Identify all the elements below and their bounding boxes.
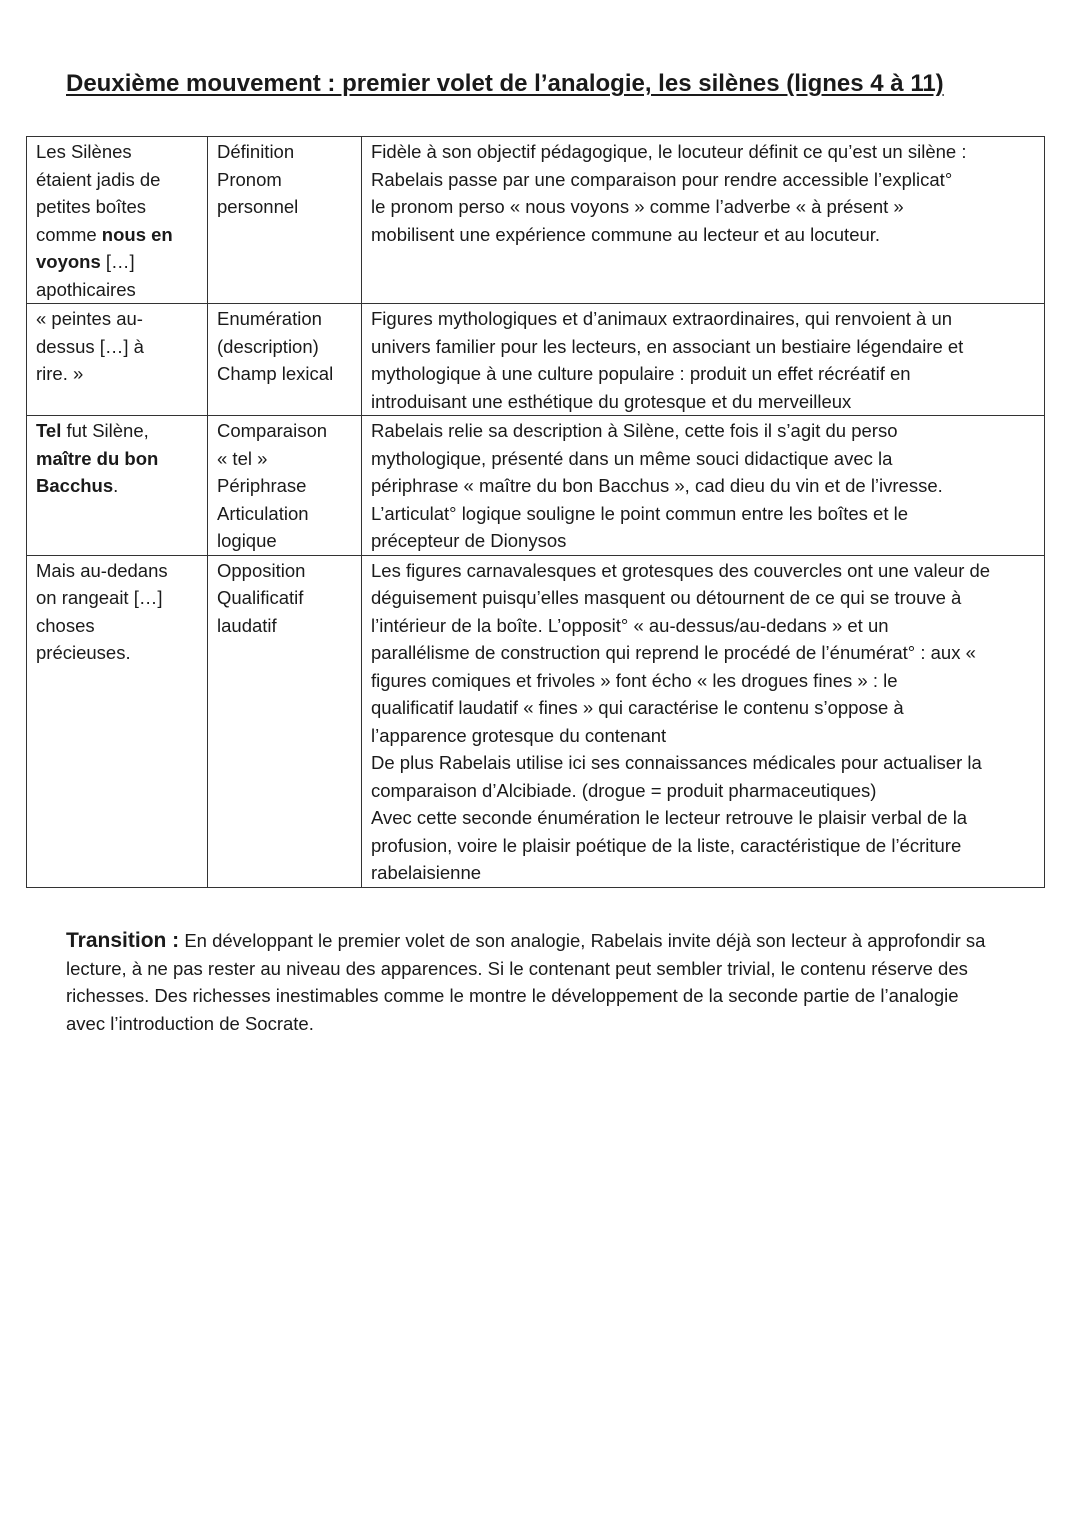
- quote-text: nous en: [101, 223, 173, 245]
- procede-line: logique: [217, 530, 277, 551]
- quote-line: [36, 305, 201, 333]
- quote-text: Tel: [36, 420, 62, 441]
- quote-text: […]: [100, 251, 135, 272]
- quote-text: Mais au-dedans: [36, 559, 168, 581]
- interpretation-line: l’apparence grotesque du contenant: [371, 724, 667, 746]
- interpretation-line: le pronom perso « nous voyons » comme l’adverbe « à présent »: [371, 196, 904, 217]
- quote-line: [36, 248, 201, 276]
- interpretation-line: mobilisent une expérience commune au lecteur et au locuteur.: [371, 223, 881, 245]
- quote-text: maître du bon: [36, 447, 159, 469]
- table-row: [27, 416, 1045, 556]
- procede-line: personnel: [217, 196, 299, 217]
- procede-line: Enumération: [217, 308, 322, 329]
- quote-line: [36, 445, 201, 473]
- interpretation-line: Figures mythologiques et d’animaux extraordinaires, qui renvoient à un: [371, 308, 953, 329]
- quote-line: [36, 276, 201, 304]
- quote-text: .: [113, 475, 119, 496]
- quote-text: dessus […] à: [36, 335, 144, 357]
- procede-line: Périphrase: [217, 475, 307, 496]
- quote-line: [36, 138, 201, 166]
- quote-line: [36, 639, 201, 667]
- procede-line: Définition: [217, 141, 295, 162]
- quote-cell: [27, 416, 208, 556]
- table-row: [27, 137, 1045, 304]
- procede-line: Qualificatif: [217, 587, 304, 608]
- analysis-table: [26, 136, 1045, 888]
- procede-line: « tel »: [217, 447, 268, 469]
- interpretation-line: précepteur de Dionysos: [371, 530, 567, 551]
- interpretation-cell: [362, 555, 1045, 887]
- quote-line: [36, 584, 201, 612]
- procedes-cell: [208, 137, 362, 304]
- interpretation-line: profusion, voire le plaisir poétique de la liste, caractéristique de l’écriture: [371, 834, 962, 856]
- quote-line: [36, 612, 201, 640]
- procede-line: laudatif: [217, 614, 277, 636]
- page-title: Deuxième mouvement : premier volet de l’analogie, les silènes (lignes 4 à 11): [66, 70, 944, 97]
- procede-line: Opposition: [217, 559, 306, 581]
- quote-line: [36, 166, 201, 194]
- interpretation-cell: [362, 416, 1045, 556]
- quote-text: étaient jadis de: [36, 168, 161, 190]
- interpretation-line: mythologique à une culture populaire : produit un effet récréatif en: [371, 363, 911, 384]
- interpretation-line: périphrase « maître du bon Bacchus », cad dieu du vin et de l’ivresse.: [371, 475, 943, 496]
- procedes-cell: [208, 304, 362, 416]
- interpretation-line: Rabelais relie sa description à Silène, cette fois il s’agit du perso: [371, 420, 898, 441]
- quote-text: fut Silène,: [61, 420, 149, 441]
- procede-line: Comparaison: [217, 420, 328, 441]
- interpretation-line: qualificatif laudatif « fines » qui caractérise le contenu s’oppose à: [371, 697, 904, 718]
- procedes-cell: [208, 416, 362, 556]
- interpretation-line: comparaison d’Alcibiade. (drogue = produit pharmaceutiques): [371, 779, 877, 801]
- quote-cell: [27, 137, 208, 304]
- quote-text: rire. »: [36, 363, 84, 384]
- quote-text: apothicaires: [36, 278, 136, 300]
- procedes-cell: [208, 555, 362, 887]
- interpretation-line: déguisement puisqu’elles masquent ou détournent de ce qui se trouve à: [371, 587, 962, 608]
- procede-line: Pronom: [217, 168, 282, 190]
- transition-label: Transition :: [66, 929, 180, 952]
- quote-text: Les Silènes: [36, 141, 132, 162]
- interpretation-line: De plus Rabelais utilise ici ses connaissances médicales pour actualiser la: [371, 752, 982, 773]
- quote-cell: [27, 304, 208, 416]
- transition-text: En développant le premier volet de son analogie, Rabelais invite déjà son lecteur à approfondir sa lecture, à ne pas rester au niveau des apparences. Si le contenant peut sembler trivial, le contenu réserve des richesses. Des richesses inestimables comme le montre le développement de la seconde partie de l’analogie avec l’introduction de Socrate.: [66, 930, 986, 1034]
- table-row: [27, 304, 1045, 416]
- quote-line: [36, 557, 201, 585]
- quote-line: [36, 193, 201, 221]
- quote-text: Bacchus: [36, 475, 114, 496]
- quote-line: [36, 221, 201, 249]
- quote-cell: [27, 555, 208, 887]
- quote-text: petites boîtes: [36, 196, 147, 217]
- procede-line: Articulation: [217, 502, 309, 524]
- analysis-table-body: [27, 137, 1045, 888]
- interpretation-line: figures comiques et frivoles » font écho « les drogues fines » : le: [371, 669, 898, 691]
- quote-line: [36, 472, 201, 500]
- quote-text: comme: [36, 223, 102, 245]
- interpretation-line: univers familier pour les lecteurs, en associant un bestiaire légendaire et: [371, 335, 964, 357]
- procede-line: (description): [217, 335, 319, 357]
- interpretation-line: rabelaisienne: [371, 862, 482, 883]
- interpretation-line: l’intérieur de la boîte. L’opposit° « au-dessus/au-dedans » et un: [371, 614, 889, 636]
- transition-paragraph: [66, 927, 996, 1037]
- quote-line: [36, 417, 201, 445]
- quote-text: « peintes au-: [36, 308, 143, 329]
- quote-line: [36, 360, 201, 388]
- interpretation-line: parallélisme de construction qui reprend le procédé de l’énumérat° : aux «: [371, 642, 976, 663]
- quote-line: [36, 333, 201, 361]
- quote-text: choses: [36, 614, 95, 636]
- interpretation-cell: [362, 304, 1045, 416]
- interpretation-line: Fidèle à son objectif pédagogique, le locuteur définit ce qu’est un silène :: [371, 141, 967, 162]
- interpretation-line: mythologique, présenté dans un même souci didactique avec la: [371, 447, 893, 469]
- interpretation-line: Rabelais passe par une comparaison pour rendre accessible l’explicat°: [371, 168, 953, 190]
- interpretation-line: Avec cette seconde énumération le lecteur retrouve le plaisir verbal de la: [371, 807, 968, 828]
- interpretation-line: L’articulat° logique souligne le point commun entre les boîtes et le: [371, 502, 909, 524]
- quote-text: précieuses.: [36, 642, 131, 663]
- interpretation-cell: [362, 137, 1045, 304]
- procede-line: Champ lexical: [217, 363, 334, 384]
- interpretation-line: introduisant une esthétique du grotesque et du merveilleux: [371, 390, 852, 412]
- quote-text: voyons: [36, 251, 101, 272]
- table-row: [27, 555, 1045, 887]
- interpretation-line: Les figures carnavalesques et grotesques des couvercles ont une valeur de: [371, 559, 991, 581]
- quote-text: on rangeait […]: [36, 587, 163, 608]
